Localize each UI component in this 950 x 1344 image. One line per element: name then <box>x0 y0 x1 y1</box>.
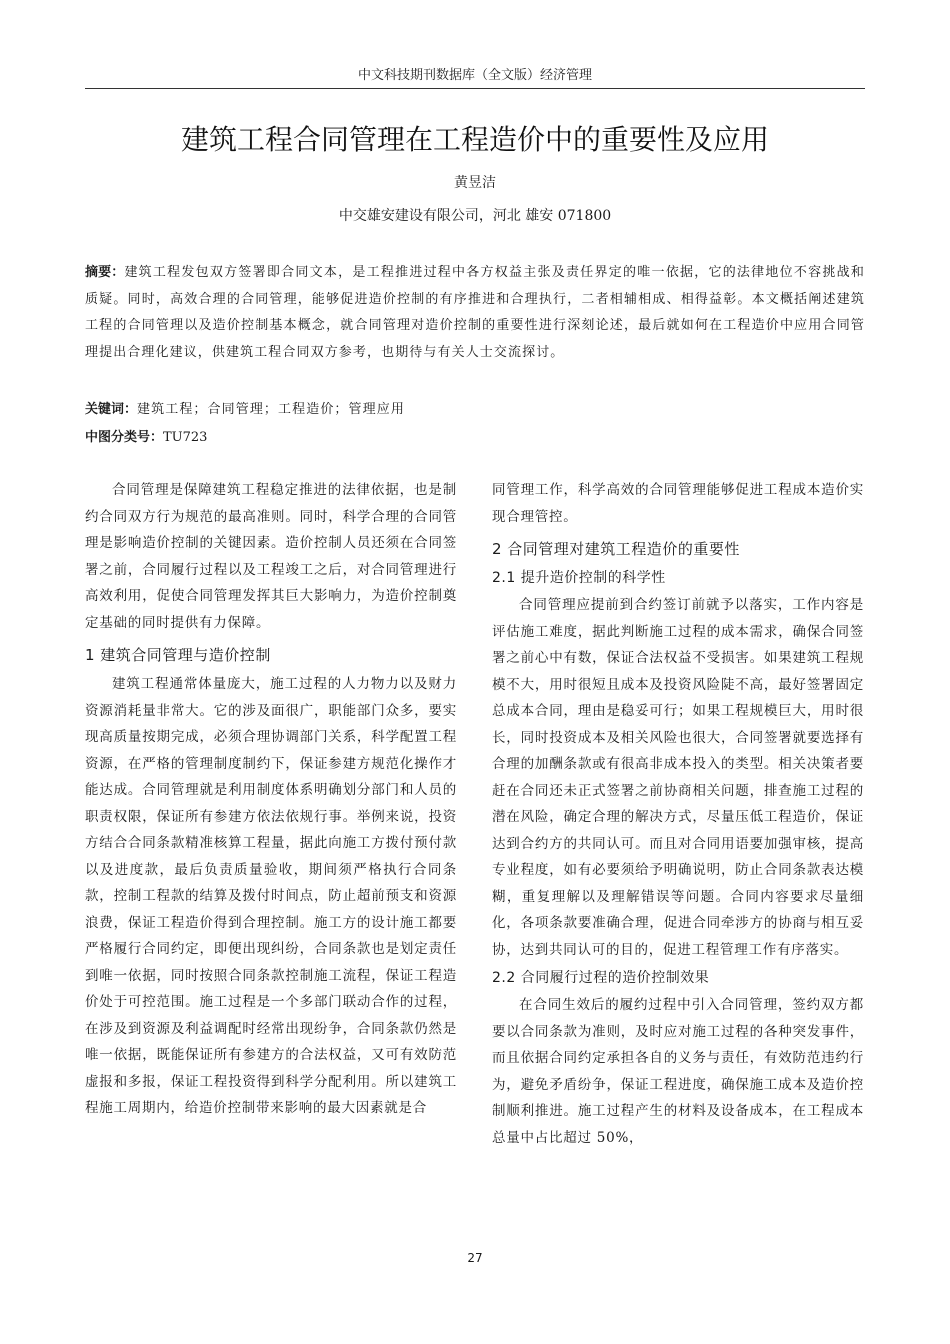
keywords-text: 建筑工程；合同管理；工程造价；管理应用 <box>137 402 405 417</box>
article-affiliation: 中交雄安建设有限公司，河北 雄安 071800 <box>338 208 612 224</box>
keywords <box>85 398 405 417</box>
abstract-text: 建筑工程发包双方签署即合同文本，是工程推进过程中各方权益主张及责任界定的唯一依据，它的法律地位不容挑战和质疑。同时，高效合理的合同管理，能够促进造价控制的有序推进和合理执行，二者相辅相成、相得益彰。本文概括阐述建筑工程的合同管理以及造价控制基本概念，就合同管理对造价控制的重要性进行深刻论述，最后就如何在工程造价中应用合同管理提出合理化建议，供建筑工程合同双方参考，也期待与有关人士交流探讨。 <box>85 265 865 360</box>
clc-label: 中图分类号： <box>85 430 164 445</box>
section-1-paragraph-continued: 同管理工作，科学高效的合同管理能够促进工程成本造价实现合理管控。 <box>492 482 864 525</box>
article-title: 建筑工程合同管理在工程造价中的重要性及应用 <box>180 123 769 156</box>
section-1-heading: 1 建筑合同管理与造价控制 <box>85 646 271 664</box>
section-2-2-paragraph: 在合同生效后的履约过程中引入合同管理，签约双方都要以合同条款为准则，及时应对施工过程的各种突发事件，而且依据合同约定承担各自的义务与责任，有效防范违约行为，避免矛盾纷争，保证工程进度，确保施工成本及造价控制顺利推进。施工过程产生的材料及设备成本，在工程成本总量中占比超过 50%， <box>492 997 864 1146</box>
keywords-label: 关键词： <box>85 402 138 417</box>
intro-paragraph: 合同管理是保障建筑工程稳定推进的法律依据，也是制约合同双方行为规范的最高准则。同时，科学合理的合同管理是影响造价控制的关键因素。造价控制人员还须在合同签署之前，合同履行过程以及工程竣工之后，对合同管理进行高效利用，促使合同管理发挥其巨大影响力，为造价控制奠定基础的同时提供有力保障。 <box>85 482 457 631</box>
section-2-2-heading: 2.2 合同履行过程的造价控制效果 <box>492 970 710 986</box>
article-author: 黄昱洁 <box>454 175 496 191</box>
section-2-1-paragraph: 合同管理应提前到合约签订前就予以落实，工作内容是评估施工难度，据此判断施工过程的成本需求，确保合同签署之前心中有数，保证合法权益不受损害。如果建筑工程规模不大，用时很短且成本及投资风险陡不高，最好签署固定总成本合同，理由是稳妥可行；如果工程规模巨大，用时很长，同时投资成本及相关风险也很大，合同签署就要选择有合理的加酬条款或有很高非成本投入的类型。相关决策者要赶在合同还未正式签署之前协商相关问题，排查施工过程的潜在风险，确定合理的解决方式，尽量压低工程造价，保证达到合约方的共同认可。而且对合同用语要加强审核，提高专业程度，如有必要须给予明确说明，防止合同条款表达模糊，重复理解以及理解错误等问题。合同内容要求尽量细化，各项条款要准确合理，促进合同牵涉方的协商与相互妥协，达到共同认可的目的，促进工程管理工作有序落实。 <box>492 597 864 958</box>
page-number: 27 <box>467 1251 483 1265</box>
section-1-paragraph: 建筑工程通常体量庞大，施工过程的人力物力以及财力资源消耗量非常大。它的涉及面很广，职能部门众多，要实现高质量按期完成，必须合理协调部门关系，科学配置工程资源，在严格的管理制度制约下，保证参建方规范化操作才能达成。合同管理就是利用制度体系明确划分部门和人员的职责权限，保证所有参建方依法依规行事。举例来说，投资方结合合同条款精准核算工程量，据此向施工方拨付预付款以及进度款，最后负责质量验收，期间须严格执行合同条款，控制工程款的结算及拨付时间点，防止超前预支和资源浪费，保证工程造价得到合理控制。施工方的设计施工都要严格履行合同约定，即便出现纠纷，合同条款也是划定责任到唯一依据，同时按照合同条款控制施工流程，保证工程造价处于可控范围。施工过程是一个多部门联动合作的过程，在涉及到资源及利益调配时经常出现纷争，合同条款仍然是唯一依据，既能保证所有参建方的合法权益，又可有效防范虚报和多报，保证工程投资得到科学分配利用。所以建筑工程施工周期内，给造价控制带来影响的最大因素就是合 <box>85 676 457 1116</box>
running-header: 中文科技期刊数据库（全文版）经济管理 <box>357 68 592 83</box>
section-2-heading: 2 合同管理对建筑工程造价的重要性 <box>492 540 740 558</box>
body-column-left <box>85 477 457 1122</box>
abstract-label: 摘要： <box>85 265 125 280</box>
classification-number <box>85 426 207 445</box>
abstract <box>85 260 865 366</box>
clc-text: TU723 <box>163 430 208 445</box>
header-rule <box>85 88 865 89</box>
section-2-1-heading: 2.1 提升造价控制的科学性 <box>492 570 666 586</box>
body-column-right <box>492 477 864 1151</box>
